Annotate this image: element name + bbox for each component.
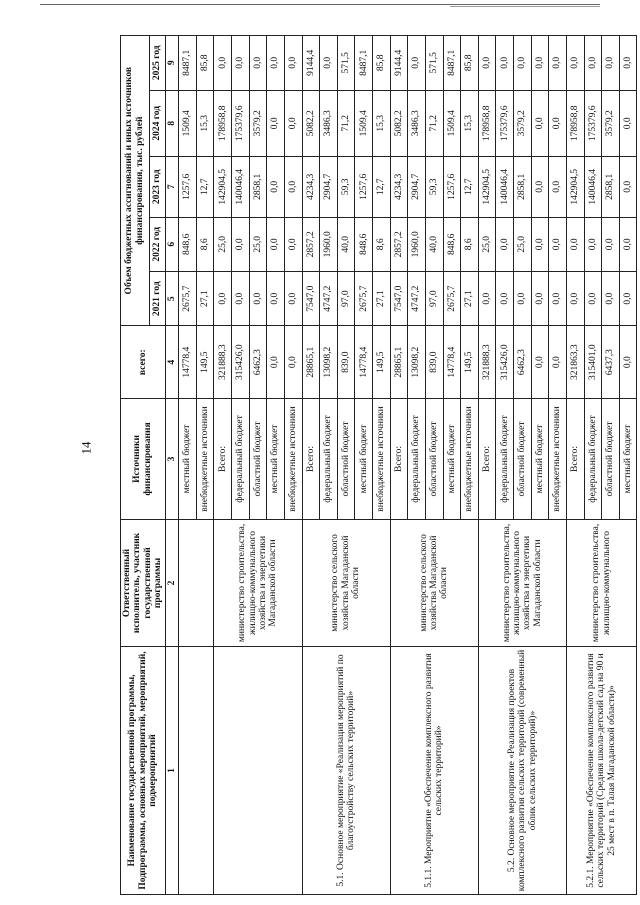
value-year: 0,0: [320, 36, 338, 91]
value-year: 25,0: [249, 217, 267, 271]
value-year: 571,5: [337, 36, 355, 91]
table-row: [179, 36, 197, 895]
value-year: 85,8: [196, 36, 214, 91]
funding-source: местный бюджет: [443, 398, 461, 519]
column-number: 4: [165, 326, 178, 399]
value-year: 8487,1: [355, 36, 373, 91]
funding-source: областной бюджет: [337, 398, 355, 519]
value-total: 321863,3: [566, 326, 584, 399]
table-row: [478, 36, 496, 895]
value-year: 142904,5: [214, 157, 232, 217]
header-year: 2022 год: [149, 217, 165, 271]
funding-source: местный бюджет: [267, 398, 285, 519]
funding-source: Всего:: [566, 398, 584, 519]
table-row: [566, 36, 584, 895]
funding-source: внебюджетные источники: [549, 398, 567, 519]
header-year: 2023 год: [149, 157, 165, 217]
value-year: 0,0: [284, 157, 302, 217]
column-number: 2: [165, 519, 178, 646]
rotated-table-area: [120, 35, 633, 895]
funding-source: областной бюджет: [514, 398, 532, 519]
value-year: 12,7: [196, 157, 214, 217]
value-year: 0,0: [531, 36, 549, 91]
value-year: 0,0: [531, 271, 549, 325]
value-year: 0,0: [267, 217, 285, 271]
value-year: 0,0: [584, 217, 602, 271]
value-year: 0,0: [284, 271, 302, 325]
value-year: 1257,6: [443, 157, 461, 217]
value-year: 2904,7: [408, 157, 426, 217]
funding-source: внебюджетные источники: [284, 398, 302, 519]
value-year: 175379,6: [584, 90, 602, 157]
value-year: 0,0: [496, 271, 514, 325]
value-year: 0,0: [478, 36, 496, 91]
value-year: 40,0: [425, 217, 443, 271]
value-total: 14778,4: [179, 326, 197, 399]
funding-source: Всего:: [390, 398, 408, 519]
value-total: 0,0: [549, 326, 567, 399]
value-year: 0,0: [284, 217, 302, 271]
header-year: 2024 год: [149, 90, 165, 157]
value-year: 7547,0: [390, 271, 408, 325]
funding-source: федеральный бюджет: [584, 398, 602, 519]
value-year: 0,0: [619, 217, 637, 271]
value-total: 0,0: [619, 326, 637, 399]
value-year: 0,0: [267, 90, 285, 157]
value-total: 321888,3: [478, 326, 496, 399]
value-year: 8487,1: [179, 36, 197, 91]
responsible-executor: [179, 519, 214, 646]
value-total: 0,0: [531, 326, 549, 399]
value-year: 5082,2: [390, 90, 408, 157]
value-total: 6437,3: [602, 326, 620, 399]
value-year: 4234,3: [390, 157, 408, 217]
value-year: 97,0: [337, 271, 355, 325]
table-row: [214, 36, 232, 895]
value-year: 2857,2: [302, 217, 320, 271]
value-total: 321888,3: [214, 326, 232, 399]
measure-name: 5.1.1. Мероприятие «Обеспечение комплексного развития сельских территорий»: [390, 646, 478, 894]
value-year: 0,0: [249, 36, 267, 91]
value-total: 14778,4: [355, 326, 373, 399]
value-year: 571,5: [425, 36, 443, 91]
value-year: 0,0: [549, 36, 567, 91]
value-year: 3486,3: [408, 90, 426, 157]
value-year: 140046,4: [496, 157, 514, 217]
value-year: 8,6: [373, 217, 391, 271]
header-name: Наименование государственной программы, Подпрограммы, основных мероприятий, мероприятий, подмероприятий: [121, 646, 166, 894]
value-year: 2858,1: [514, 157, 532, 217]
value-year: 0,0: [478, 271, 496, 325]
value-year: 142904,5: [478, 157, 496, 217]
responsible-executor: министерство сельского хозяйства Магаданской области: [390, 519, 478, 646]
value-year: 0,0: [267, 36, 285, 91]
value-year: 0,0: [496, 36, 514, 91]
value-year: 0,0: [549, 271, 567, 325]
value-year: 27,1: [461, 271, 479, 325]
value-year: 0,0: [284, 90, 302, 157]
value-total: 149,5: [461, 326, 479, 399]
value-year: 1509,4: [443, 90, 461, 157]
funding-source: местный бюджет: [179, 398, 197, 519]
value-year: 1509,4: [179, 90, 197, 157]
value-year: 2904,7: [320, 157, 338, 217]
value-total: 6462,3: [249, 326, 267, 399]
column-number: 3: [165, 398, 178, 519]
funding-source: федеральный бюджет: [408, 398, 426, 519]
measure-name: 5.2.1. Мероприятие «Обеспечение комплексного развития сельских территорий (Средняя школа-детский сад на 90 и 25 мест в п. Талая Магаданской области)»: [566, 646, 637, 894]
value-year: 4747,2: [320, 271, 338, 325]
value-year: 0,0: [531, 157, 549, 217]
value-year: 0,0: [214, 36, 232, 91]
value-year: 3579,2: [249, 90, 267, 157]
value-year: 4234,3: [302, 157, 320, 217]
value-year: 25,0: [478, 217, 496, 271]
value-year: 0,0: [531, 217, 549, 271]
value-year: 140046,4: [232, 157, 250, 217]
header-volume: Объем бюджетных ассигнований и иных источников финансирования, тыс. рублей: [121, 36, 150, 326]
funding-source: Всего:: [214, 398, 232, 519]
value-year: 0,0: [566, 217, 584, 271]
value-year: 1509,4: [355, 90, 373, 157]
value-year: 0,0: [232, 271, 250, 325]
value-year: 175379,6: [232, 90, 250, 157]
value-year: 848,6: [355, 217, 373, 271]
value-year: 59,3: [337, 157, 355, 217]
funding-source: внебюджетные источники: [461, 398, 479, 519]
table-row: [390, 36, 408, 895]
funding-source: областной бюджет: [602, 398, 620, 519]
value-year: 0,0: [549, 217, 567, 271]
funding-source: Всего:: [302, 398, 320, 519]
table-row: [302, 36, 320, 895]
value-year: 2858,1: [602, 157, 620, 217]
value-year: 0,0: [249, 271, 267, 325]
value-year: 15,3: [461, 90, 479, 157]
value-total: 839,0: [425, 326, 443, 399]
value-year: 0,0: [267, 157, 285, 217]
column-number: 5: [165, 271, 178, 325]
value-year: 0,0: [619, 157, 637, 217]
value-total: 315401,0: [584, 326, 602, 399]
budget-table: [120, 35, 637, 895]
value-total: 315426,0: [232, 326, 250, 399]
funding-source: местный бюджет: [619, 398, 637, 519]
value-year: 85,8: [461, 36, 479, 91]
value-year: 0,0: [549, 90, 567, 157]
value-total: 0,0: [284, 326, 302, 399]
value-year: 175379,6: [496, 90, 514, 157]
top-rule: [40, 4, 600, 5]
value-year: 0,0: [566, 271, 584, 325]
value-year: 0,0: [267, 271, 285, 325]
value-year: 0,0: [531, 90, 549, 157]
value-year: 2675,7: [355, 271, 373, 325]
responsible-executor: министерство строительства, жилищно-коммунального хозяйства и энергетики Магаданской области: [478, 519, 566, 646]
value-year: 178958,8: [214, 90, 232, 157]
value-total: 13098,2: [320, 326, 338, 399]
value-total: 13098,2: [408, 326, 426, 399]
value-year: 2675,7: [179, 271, 197, 325]
funding-source: федеральный бюджет: [320, 398, 338, 519]
value-year: 0,0: [284, 36, 302, 91]
value-year: 0,0: [619, 90, 637, 157]
value-year: 71,2: [425, 90, 443, 157]
responsible-executor: министерство строительства, жилищно-коммунального хозяйства и энергетики Магаданской области: [214, 519, 302, 646]
value-total: 839,0: [337, 326, 355, 399]
value-year: 97,0: [425, 271, 443, 325]
value-year: 3579,2: [514, 90, 532, 157]
funding-source: внебюджетные источники: [373, 398, 391, 519]
value-year: 9144,4: [390, 36, 408, 91]
value-year: 0,0: [602, 36, 620, 91]
value-year: 59,3: [425, 157, 443, 217]
value-year: 178958,8: [478, 90, 496, 157]
funding-source: Всего:: [478, 398, 496, 519]
column-number: 6: [165, 217, 178, 271]
value-year: 0,0: [619, 271, 637, 325]
value-year: 0,0: [514, 271, 532, 325]
value-year: 3486,3: [320, 90, 338, 157]
value-year: 71,2: [337, 90, 355, 157]
value-total: 149,5: [196, 326, 214, 399]
value-year: 142904,5: [566, 157, 584, 217]
rotated-content: [120, 35, 633, 895]
funding-source: внебюджетные источники: [196, 398, 214, 519]
funding-source: областной бюджет: [425, 398, 443, 519]
funding-source: местный бюджет: [355, 398, 373, 519]
value-year: 0,0: [584, 36, 602, 91]
value-year: 2858,1: [249, 157, 267, 217]
value-year: 15,3: [373, 90, 391, 157]
column-number: 8: [165, 90, 178, 157]
measure-name: 5.1. Основное мероприятие «Реализация мероприятий по благоустройству сельских территорий»: [302, 646, 390, 894]
value-year: 0,0: [408, 36, 426, 91]
column-number: 7: [165, 157, 178, 217]
value-year: 8487,1: [443, 36, 461, 91]
value-year: 1257,6: [355, 157, 373, 217]
value-year: 27,1: [373, 271, 391, 325]
measure-name: [179, 646, 214, 894]
value-year: 0,0: [232, 36, 250, 91]
value-year: 9144,4: [302, 36, 320, 91]
value-year: 15,3: [196, 90, 214, 157]
table-body: [179, 36, 637, 895]
header-total: всего:: [121, 326, 166, 399]
top-rule-short: [450, 6, 600, 7]
header-year: 2025 год: [149, 36, 165, 91]
value-year: 4747,2: [408, 271, 426, 325]
value-year: 0,0: [496, 217, 514, 271]
value-year: 40,0: [337, 217, 355, 271]
funding-source: областной бюджет: [249, 398, 267, 519]
value-year: 2675,7: [443, 271, 461, 325]
funding-source: федеральный бюджет: [496, 398, 514, 519]
measure-name: 5.2. Основное мероприятие «Реализация проектов комплексного развития сельских территорий (современный облик сельских территорий)»: [478, 646, 566, 894]
measure-name: [214, 646, 302, 894]
funding-source: федеральный бюджет: [232, 398, 250, 519]
value-year: 85,8: [373, 36, 391, 91]
value-year: 0,0: [602, 271, 620, 325]
value-total: 28865,1: [390, 326, 408, 399]
value-year: 0,0: [584, 271, 602, 325]
value-total: 28865,1: [302, 326, 320, 399]
value-year: 8,6: [196, 217, 214, 271]
value-year: 3579,2: [602, 90, 620, 157]
value-year: 1960,0: [408, 217, 426, 271]
value-year: 178958,8: [566, 90, 584, 157]
value-year: 25,0: [514, 217, 532, 271]
header-responsible: Ответственный исполнитель, участник государственной программы: [121, 519, 166, 646]
value-total: 14778,4: [443, 326, 461, 399]
responsible-executor: министерство строительства, жилищно-коммунального: [566, 519, 637, 646]
value-year: 2857,2: [390, 217, 408, 271]
value-year: 5082,2: [302, 90, 320, 157]
value-year: 0,0: [214, 271, 232, 325]
column-number: 1: [165, 646, 178, 894]
value-total: 6462,3: [514, 326, 532, 399]
value-year: 25,0: [214, 217, 232, 271]
value-total: 149,5: [373, 326, 391, 399]
value-year: 0,0: [514, 36, 532, 91]
value-total: 315426,0: [496, 326, 514, 399]
page-number: 14: [78, 441, 94, 455]
value-year: 1960,0: [320, 217, 338, 271]
value-year: 7547,0: [302, 271, 320, 325]
value-total: 0,0: [267, 326, 285, 399]
value-year: 140046,4: [584, 157, 602, 217]
value-year: 12,7: [461, 157, 479, 217]
value-year: 0,0: [602, 217, 620, 271]
value-year: 0,0: [232, 217, 250, 271]
header-year: 2021 год: [149, 271, 165, 325]
funding-source: местный бюджет: [531, 398, 549, 519]
responsible-executor: министерство сельского хозяйства Магаданской области: [302, 519, 390, 646]
value-year: 848,6: [443, 217, 461, 271]
value-year: 27,1: [196, 271, 214, 325]
value-year: 848,6: [179, 217, 197, 271]
value-year: 8,6: [461, 217, 479, 271]
value-year: 12,7: [373, 157, 391, 217]
value-year: 0,0: [619, 36, 637, 91]
column-number: 9: [165, 36, 178, 91]
header-source: Источники финансирования: [121, 398, 166, 519]
value-year: 0,0: [549, 157, 567, 217]
value-year: 0,0: [566, 36, 584, 91]
value-year: 1257,6: [179, 157, 197, 217]
